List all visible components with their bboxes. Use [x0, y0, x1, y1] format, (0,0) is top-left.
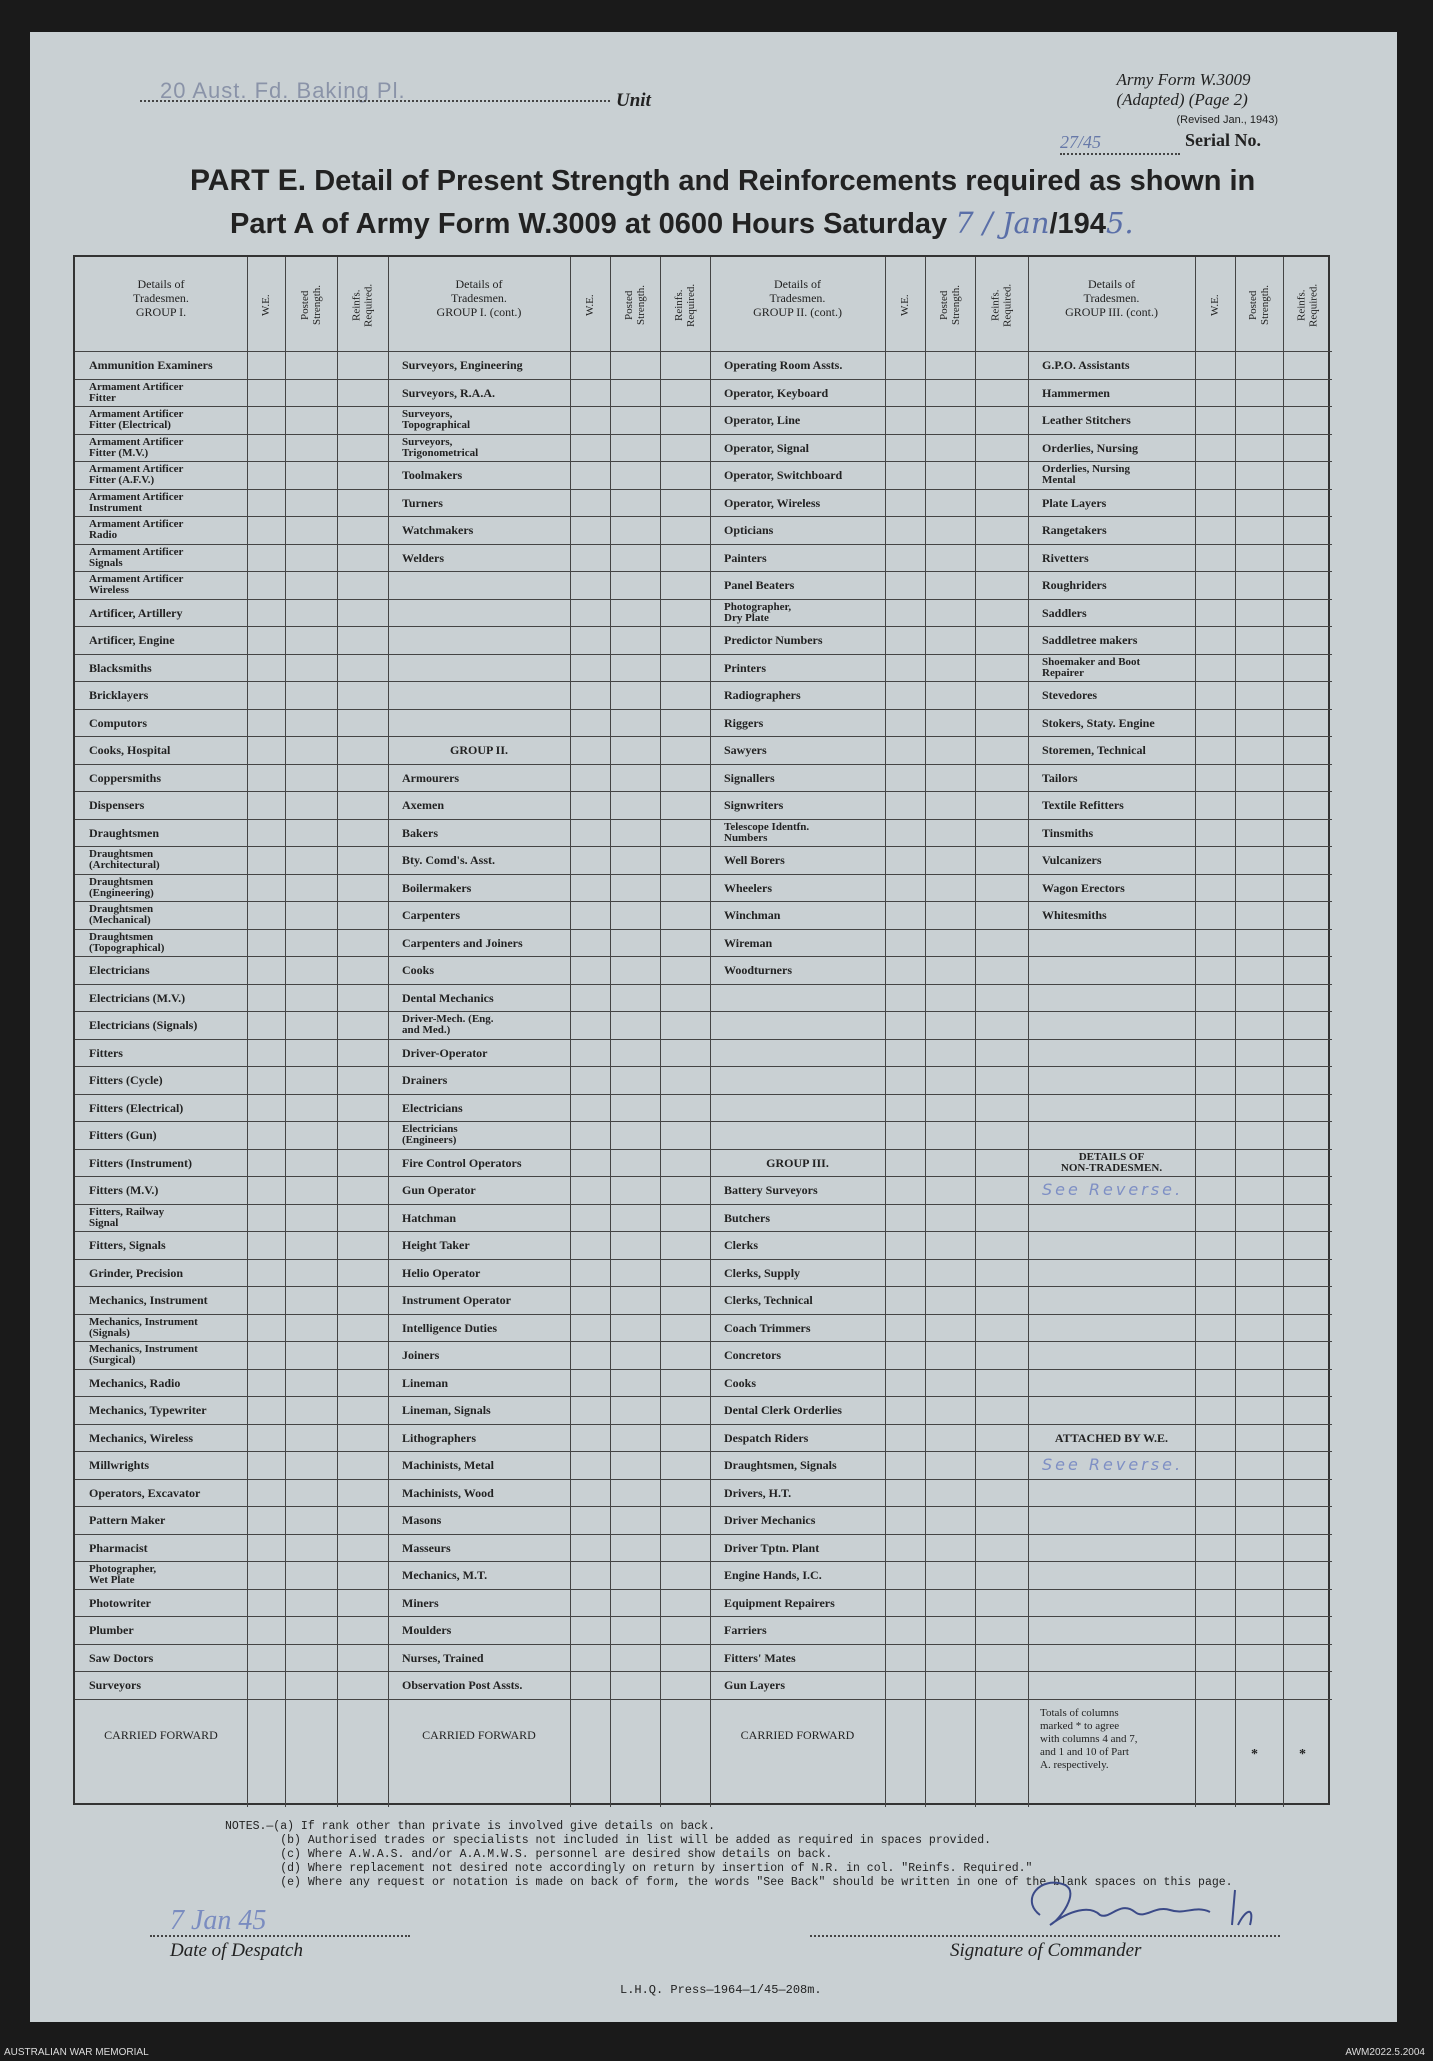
trade-label: Fitters, Signals: [89, 1238, 166, 1253]
trade-label: Fire Control Operators: [402, 1155, 522, 1170]
serial-value: 27/45: [1060, 132, 1180, 155]
trade-label: Intelligence Duties: [402, 1320, 497, 1335]
trade-label: Engine Hands, I.C.: [724, 1568, 822, 1583]
form-ref-line1: Army Form W.3009: [1116, 70, 1251, 89]
trade-label: Moulders: [402, 1623, 452, 1638]
trade-label: Leather Stitchers: [1042, 413, 1131, 428]
trade-label: Drainers: [402, 1073, 448, 1088]
title-line1: Detail of Present Strength and Reinforcements required as shown in: [314, 165, 1256, 197]
trade-label: Gun Operator: [402, 1183, 476, 1198]
row-divider: [75, 681, 1332, 682]
trades-header: Details of Tradesmen. GROUP I. (cont.): [436, 277, 522, 319]
trade-label: Millwrights: [89, 1458, 149, 1473]
row-divider: [75, 1314, 1332, 1315]
trade-label: Electricians: [89, 963, 150, 978]
trade-label: Machinists, Wood: [402, 1485, 494, 1500]
trade-label: Armament Artificer Instrument: [89, 490, 184, 514]
row-divider: [75, 1011, 1332, 1012]
trade-label: Fitters, Railway Signal: [89, 1205, 165, 1229]
column-divider: [1028, 257, 1029, 1807]
unit-label: Unit: [616, 90, 651, 111]
trade-label: Welders: [402, 550, 444, 565]
row-divider: [75, 654, 1332, 655]
trade-label: Fitters: [89, 1045, 123, 1060]
trade-label: Instrument Operator: [402, 1293, 511, 1308]
trade-label: Fitters (Cycle): [89, 1073, 163, 1088]
trade-label: Operators, Excavator: [89, 1485, 201, 1500]
trade-label: Fitters (Gun): [89, 1128, 157, 1143]
trade-label: Mechanics, Wireless: [89, 1430, 193, 1445]
trade-label: Clerks, Technical: [724, 1293, 813, 1308]
trade-label: Stevedores: [1042, 688, 1098, 703]
row-divider: [75, 626, 1332, 627]
trade-label: DETAILS OF NON-TRADESMEN.: [1060, 1150, 1163, 1174]
row-divider: [75, 709, 1332, 710]
row-divider: [75, 1231, 1332, 1232]
column-divider: [1283, 257, 1284, 1807]
trade-label: Cooks, Hospital: [89, 743, 171, 758]
carried-forward-label: CARRIED FORWARD: [422, 1728, 536, 1742]
trade-label: Bakers: [402, 825, 438, 840]
column-divider: [247, 257, 248, 1807]
row-divider: [75, 846, 1332, 847]
trade-label: Armament Artificer Wireless: [89, 573, 184, 597]
trade-label: Armament Artificer Radio: [89, 518, 184, 542]
trade-label: Radiographers: [724, 688, 801, 703]
trade-label: Dispensers: [89, 798, 145, 813]
column-divider: [885, 257, 886, 1807]
trade-label: Textile Refitters: [1042, 798, 1124, 813]
trade-label: Ammunition Examiners: [89, 358, 213, 373]
trade-label: Machinists, Metal: [402, 1458, 494, 1473]
trade-label: Armourers: [402, 770, 460, 785]
trade-label: Axemen: [402, 798, 444, 813]
trade-label: Masons: [402, 1513, 442, 1528]
column-divider: [975, 257, 976, 1807]
trade-label: GROUP III.: [766, 1155, 829, 1170]
trade-label: Carpenters and Joiners: [402, 935, 523, 950]
trade-label: Fitters (M.V.): [89, 1183, 159, 1198]
trade-label: Operator, Wireless: [724, 495, 821, 510]
trade-label: Lineman: [402, 1375, 449, 1390]
trade-label: Mechanics, Instrument: [89, 1293, 208, 1308]
trade-label: Dental Mechanics: [402, 990, 494, 1005]
trade-label: Mechanics, Radio: [89, 1375, 181, 1390]
trade-label: Operator, Line: [724, 413, 801, 428]
column-divider: [1195, 257, 1196, 1807]
trade-label: Coach Trimmers: [724, 1320, 811, 1335]
trade-label: Electricians: [402, 1100, 463, 1115]
trade-label: Draughtsmen, Signals: [724, 1458, 837, 1473]
row-divider: [75, 489, 1332, 490]
trade-label: ATTACHED BY W.E.: [1054, 1430, 1169, 1445]
posted-header: Posted Strength.: [938, 284, 962, 326]
trade-label: Artificer, Engine: [89, 633, 175, 648]
row-divider: [75, 599, 1332, 600]
trade-label: Surveyors, Engineering: [402, 358, 523, 373]
trade-label: Coppersmiths: [89, 770, 162, 785]
trade-label: Armament Artificer Fitter (Electrical): [89, 408, 184, 432]
archive-credit: AUSTRALIAN WAR MEMORIAL: [4, 2047, 149, 2058]
trades-header: Details of Tradesmen. GROUP II. (cont.): [753, 277, 842, 319]
trade-label: Operating Room Assts.: [724, 358, 843, 373]
posted-header: Posted Strength.: [299, 284, 323, 326]
trade-label: Plumber: [89, 1623, 134, 1638]
we-header: W.E.: [1209, 294, 1221, 316]
title-date-handwritten: 7 / Jan: [955, 206, 1050, 240]
trade-label: See Reverse.: [1042, 1455, 1184, 1475]
trade-label: Lithographers: [402, 1430, 477, 1445]
commander-signature: [1010, 1870, 1290, 1940]
trade-label: Helio Operator: [402, 1265, 481, 1280]
trade-label: Signallers: [724, 770, 775, 785]
trade-label: Bty. Comd's. Asst.: [402, 853, 496, 868]
trade-label: Photowriter: [89, 1595, 151, 1610]
trade-label: Mechanics, M.T.: [402, 1568, 488, 1583]
title-line2: Part A of Army Form W.3009 at 0600 Hours Saturday: [230, 208, 948, 240]
column-divider: [285, 257, 286, 1807]
form-reference: [1117, 70, 1279, 130]
trade-label: Fitters (Instrument): [89, 1155, 192, 1170]
row-divider: [75, 819, 1332, 820]
trade-label: Wireman: [724, 935, 773, 950]
row-divider: [75, 929, 1332, 930]
page-title: [190, 160, 1310, 245]
row-divider: [75, 956, 1332, 957]
row-divider: [75, 1094, 1332, 1095]
trade-label: Winchman: [724, 908, 781, 923]
trade-label: Concretors: [724, 1348, 782, 1363]
trades-header: Details of Tradesmen. GROUP III. (cont.): [1065, 277, 1158, 319]
trade-label: Gun Layers: [724, 1678, 786, 1693]
trade-label: Surveyors: [89, 1678, 141, 1693]
trade-label: Rivetters: [1042, 550, 1089, 565]
trade-label: Orderlies, Nursing: [1042, 440, 1138, 455]
trade-label: Hatchman: [402, 1210, 456, 1225]
trade-label: Electricians (M.V.): [89, 990, 186, 1005]
trade-label: Photographer, Dry Plate: [724, 600, 792, 624]
column-divider: [610, 257, 611, 1807]
trade-label: Draughtsmen (Mechanical): [89, 903, 154, 927]
row-divider: [75, 1341, 1332, 1342]
column-divider: [660, 257, 661, 1807]
reinfts-header: Reinfs. Required.: [1295, 283, 1320, 327]
trade-label: Miners: [402, 1595, 439, 1610]
trade-label: Shoemaker and Boot Repairer: [1042, 655, 1141, 679]
row-divider: [75, 1671, 1332, 1672]
row-divider: [75, 764, 1332, 765]
column-divider: [570, 257, 571, 1807]
row-divider: [75, 1699, 1332, 1700]
trade-label: Riggers: [724, 715, 764, 730]
trade-label: Nurses, Trained: [402, 1650, 484, 1665]
trade-label: Joiners: [402, 1348, 440, 1363]
trade-label: Equipment Repairers: [724, 1595, 835, 1610]
trade-label: Surveyors, Trigonometrical: [402, 435, 479, 459]
row-divider: [75, 1396, 1332, 1397]
row-divider: [75, 1424, 1332, 1425]
trade-label: Observation Post Assts.: [402, 1678, 523, 1693]
trade-label: Lineman, Signals: [402, 1403, 491, 1418]
trade-label: Telescope Identfn. Numbers: [724, 820, 810, 844]
trade-label: Plate Layers: [1042, 495, 1107, 510]
column-divider: [388, 257, 389, 1807]
trade-label: Pattern Maker: [89, 1513, 166, 1528]
trade-label: Signwriters: [724, 798, 784, 813]
column-divider: [337, 257, 338, 1807]
trade-label: Whitesmiths: [1042, 908, 1107, 923]
trade-label: GROUP II.: [449, 743, 508, 758]
row-divider: [75, 1176, 1332, 1177]
row-divider: [75, 984, 1332, 985]
trade-label: Wheelers: [724, 880, 772, 895]
trade-label: Blacksmiths: [89, 660, 152, 675]
trade-label: Driver Mechanics: [724, 1513, 816, 1528]
row-divider: [75, 516, 1332, 517]
trade-label: Watchmakers: [402, 523, 474, 538]
despatch-label: Date of Despatch: [170, 1940, 303, 1961]
carried-forward-label: CARRIED FORWARD: [740, 1728, 855, 1742]
trade-label: Opticians: [724, 523, 774, 538]
row-divider: [75, 1589, 1332, 1590]
row-divider: [75, 1204, 1332, 1205]
trade-label: Drivers, H.T.: [724, 1485, 792, 1500]
printer-imprint: L.H.Q. Press—1964—1/45—208m.: [620, 1983, 822, 1997]
trade-label: Hammermen: [1042, 385, 1110, 400]
strength-table: [73, 255, 1330, 1805]
trade-label: Height Taker: [402, 1238, 470, 1253]
trade-label: Mechanics, Typewriter: [89, 1403, 207, 1418]
row-divider: [75, 544, 1332, 545]
row-divider: [75, 461, 1332, 462]
trade-label: Electricians (Engineers): [402, 1123, 458, 1147]
trade-label: Computors: [89, 715, 148, 730]
title-part: PART E.: [190, 164, 307, 197]
trade-label: Toolmakers: [402, 468, 463, 483]
we-header: W.E.: [899, 294, 911, 316]
trade-label: Mechanics, Instrument (Surgical): [89, 1343, 198, 1367]
trade-label: G.P.O. Assistants: [1042, 358, 1130, 373]
row-divider: [75, 571, 1332, 572]
trade-label: Butchers: [724, 1210, 770, 1225]
trade-label: Storemen, Technical: [1042, 743, 1146, 758]
trade-label: Operator, Switchboard: [724, 468, 843, 483]
title-year: /194: [1049, 208, 1106, 240]
trade-label: Well Borers: [724, 853, 785, 868]
trade-label: Photographer, Wet Plate: [89, 1563, 157, 1587]
row-divider: [75, 1039, 1332, 1040]
carried-forward-label: CARRIED FORWARD: [104, 1728, 218, 1742]
trade-label: Armament Artificer Fitter: [89, 380, 184, 404]
trade-label: Orderlies, Nursing Mental: [1042, 463, 1130, 487]
trade-label: Carpenters: [402, 908, 460, 923]
archive-id: AWM2022.5.2004: [1345, 2047, 1425, 2058]
title-year-handwritten: 5.: [1105, 206, 1134, 240]
signature-dotted-line: [810, 1935, 1280, 1937]
trade-label: Driver Tptn. Plant: [724, 1540, 820, 1555]
row-divider: [75, 1259, 1332, 1260]
asterisk-marker: *: [1299, 1748, 1306, 1762]
trade-label: Tinsmiths: [1042, 825, 1094, 840]
serial-label: Serial No.: [1185, 130, 1261, 150]
trade-label: Sawyers: [724, 743, 767, 758]
posted-header: Posted Strength.: [623, 284, 647, 326]
trade-label: Predictor Numbers: [724, 633, 823, 648]
reinfts-header: Reinfs. Required.: [673, 283, 697, 327]
trade-label: Driver-Operator: [402, 1045, 488, 1060]
signature-label: Signature of Commander: [950, 1940, 1142, 1961]
trade-label: Draughtsmen (Engineering): [89, 875, 154, 899]
trade-label: Mechanics, Instrument (Signals): [89, 1315, 198, 1339]
form-ref-line2: (Adapted) (Page 2): [1116, 90, 1248, 109]
row-divider: [75, 736, 1332, 737]
trade-label: Clerks, Supply: [724, 1265, 801, 1280]
we-header: W.E.: [584, 294, 596, 316]
trade-label: Vulcanizers: [1042, 853, 1102, 868]
we-header: W.E.: [260, 294, 272, 316]
reinfts-header: Reinfs. Required.: [989, 283, 1014, 327]
posted-header: Posted Strength.: [1247, 284, 1271, 326]
trade-label: Grinder, Precision: [89, 1265, 183, 1280]
row-divider: [75, 1561, 1332, 1562]
trade-label: Saw Doctors: [89, 1650, 154, 1665]
row-divider: [75, 874, 1332, 875]
trade-label: Battery Surveyors: [724, 1183, 818, 1198]
trade-label: Clerks: [724, 1238, 758, 1253]
row-divider: [75, 1369, 1332, 1370]
trade-label: Stokers, Staty. Engine: [1042, 715, 1155, 730]
trade-label: Saddlers: [1042, 605, 1087, 620]
trade-label: Fitters (Electrical): [89, 1100, 184, 1115]
notes-section: NOTES.—(a) If rank other than private is involved give details on back. (b) Authorised trades or specialists not included in list will be added as required in spaces provided. (c) Where A.W.A.S. and/or A.A.M.W.S. personnel are desired show details on back. (d) Where replacement not desired note accordingly on return by insertion of N.R. in col. "Reinfs. Required." (e) Where any request or notation is made on back of form, the words "See Back" should be written in one of the blank spaces on this page.: [225, 1820, 1233, 1889]
trade-label: Artificer, Artillery: [89, 605, 183, 620]
despatch-date-handwritten: 7 Jan 45: [170, 1905, 267, 1936]
trade-label: Bricklayers: [89, 688, 149, 703]
reinfts-header: Reinfs. Required.: [350, 283, 375, 327]
column-divider: [925, 257, 926, 1807]
trade-label: Armament Artificer Signals: [89, 545, 184, 569]
trade-label: Panel Beaters: [724, 578, 795, 593]
header-divider: [75, 351, 1332, 352]
trade-label: Despatch Riders: [724, 1430, 809, 1445]
despatch-dotted-line: [150, 1935, 410, 1937]
row-divider: [75, 406, 1332, 407]
trade-label: Roughriders: [1042, 578, 1107, 593]
trade-label: Draughtsmen: [89, 825, 160, 840]
trade-label: Wagon Erectors: [1042, 880, 1125, 895]
row-divider: [75, 1121, 1332, 1122]
row-divider: [75, 901, 1332, 902]
trade-label: Pharmacist: [89, 1540, 148, 1555]
trade-label: Boilermakers: [402, 880, 472, 895]
trade-label: Electricians (Signals): [89, 1018, 198, 1033]
row-divider: [75, 791, 1332, 792]
form-ref-line3: (Revised Jan., 1943): [1176, 114, 1278, 126]
asterisk-marker: *: [1251, 1748, 1258, 1762]
row-divider: [75, 1616, 1332, 1617]
trade-label: Farriers: [724, 1623, 767, 1638]
trade-label: See Reverse.: [1042, 1180, 1184, 1200]
unit-stamp: 20 Aust. Fd. Baking Pl.: [160, 78, 406, 103]
row-divider: [75, 434, 1332, 435]
trades-header: Details of Tradesmen. GROUP I.: [133, 277, 189, 319]
trade-label: Draughtsmen (Architectural): [89, 848, 160, 872]
trade-label: Operator, Keyboard: [724, 385, 829, 400]
trade-label: Driver-Mech. (Eng. and Med.): [402, 1013, 494, 1037]
trade-label: Masseurs: [402, 1540, 451, 1555]
column-divider: [1235, 257, 1236, 1807]
row-divider: [75, 1286, 1332, 1287]
trade-label: Armament Artificer Fitter (M.V.): [89, 435, 184, 459]
row-divider: [75, 1534, 1332, 1535]
row-divider: [75, 379, 1332, 380]
trade-label: Dental Clerk Orderlies: [724, 1403, 842, 1418]
trade-label: Tailors: [1042, 770, 1078, 785]
trade-label: Operator, Signal: [724, 440, 809, 455]
trade-label: Surveyors, R.A.A.: [402, 385, 495, 400]
trade-label: Cooks: [724, 1375, 757, 1390]
totals-note: Totals of columns marked * to agree with columns 4 and 7, and 1 and 10 of Part A. respectively.: [1040, 1706, 1138, 1771]
trade-label: Printers: [724, 660, 766, 675]
unit-dotted-line: [140, 100, 610, 102]
column-divider: [710, 257, 711, 1807]
row-divider: [75, 1644, 1332, 1645]
row-divider: [75, 1451, 1332, 1452]
trade-label: Woodturners: [724, 963, 793, 978]
trade-label: Painters: [724, 550, 767, 565]
trade-label: Fitters' Mates: [724, 1650, 796, 1665]
trade-label: Surveyors, Topographical: [402, 408, 471, 432]
trade-label: Saddletree makers: [1042, 633, 1138, 648]
row-divider: [75, 1506, 1332, 1507]
row-divider: [75, 1149, 1332, 1150]
trade-label: Armament Artificer Fitter (A.F.V.): [89, 463, 184, 487]
trade-label: Cooks: [402, 963, 435, 978]
row-divider: [75, 1066, 1332, 1067]
trade-label: Draughtsmen (Topographical): [89, 930, 165, 954]
trade-label: Rangetakers: [1042, 523, 1107, 538]
row-divider: [75, 1479, 1332, 1480]
trade-label: Turners: [402, 495, 443, 510]
